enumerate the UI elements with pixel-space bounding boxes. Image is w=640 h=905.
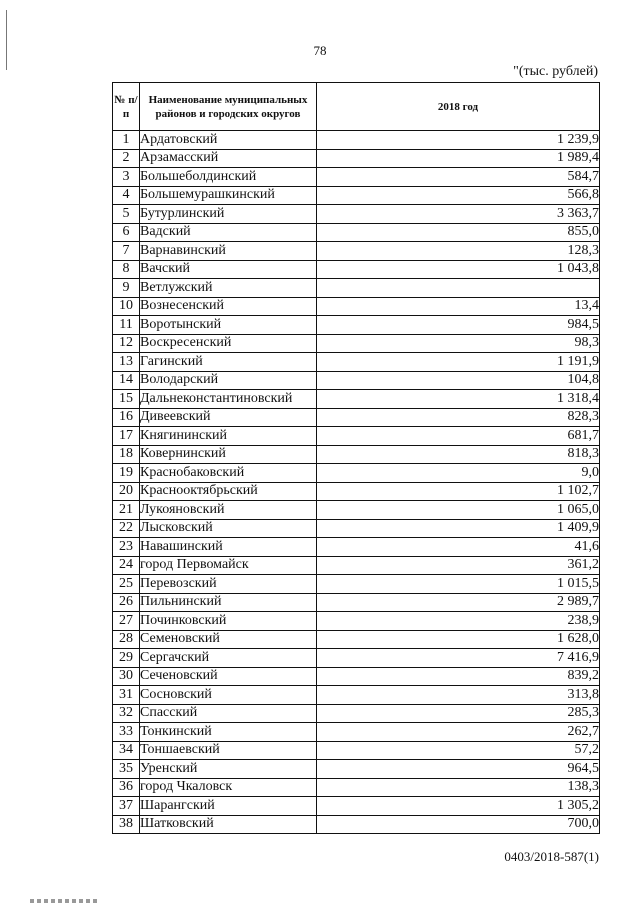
row-number: 24 [113, 556, 140, 575]
municipality-name: Ардатовский [140, 131, 317, 150]
table-row [113, 797, 600, 816]
row-number: 36 [113, 778, 140, 797]
row-number: 15 [113, 390, 140, 409]
municipality-name: Ковернинский [140, 445, 317, 464]
municipality-name: Большемурашкинский [140, 186, 317, 205]
municipality-name: Варнавинский [140, 242, 317, 261]
amount-2018: 2 989,7 [317, 593, 600, 612]
amount-2018: 681,7 [317, 427, 600, 446]
amount-2018: 13,4 [317, 297, 600, 316]
table-row [113, 297, 600, 316]
municipality-name: Краснобаковский [140, 464, 317, 483]
row-number: 1 [113, 131, 140, 150]
amount-2018: 1 065,0 [317, 501, 600, 520]
amount-2018: 828,3 [317, 408, 600, 427]
amount-2018: 1 043,8 [317, 260, 600, 279]
municipality-name: Лысковский [140, 519, 317, 538]
table-row [113, 575, 600, 594]
table-row [113, 149, 600, 168]
municipality-name: Шатковский [140, 815, 317, 834]
row-number: 27 [113, 612, 140, 631]
table-row [113, 168, 600, 187]
amount-2018: 1 318,4 [317, 390, 600, 409]
header-number: № п/п [113, 83, 140, 131]
table-row [113, 501, 600, 520]
row-number: 22 [113, 519, 140, 538]
amount-2018: 984,5 [317, 316, 600, 335]
table-row [113, 630, 600, 649]
amount-2018: 584,7 [317, 168, 600, 187]
amount-2018: 313,8 [317, 686, 600, 705]
municipality-name: Ветлужский [140, 279, 317, 298]
amount-2018: 818,3 [317, 445, 600, 464]
amount-2018: 3 363,7 [317, 205, 600, 224]
municipality-name: Краснооктябрьский [140, 482, 317, 501]
municipality-name: Дальнеконстантиновский [140, 390, 317, 409]
table-row [113, 778, 600, 797]
row-number: 13 [113, 353, 140, 372]
municipality-name: Шарангский [140, 797, 317, 816]
amount-2018: 138,3 [317, 778, 600, 797]
row-number: 4 [113, 186, 140, 205]
amount-2018: 566,8 [317, 186, 600, 205]
row-number: 35 [113, 760, 140, 779]
document-code: 0403/2018-587(1) [504, 849, 599, 864]
row-number: 33 [113, 723, 140, 742]
municipality-name: город Первомайск [140, 556, 317, 575]
amount-2018: 1 015,5 [317, 575, 600, 594]
scan-artifact [30, 899, 100, 903]
amount-2018: 700,0 [317, 815, 600, 834]
amount-2018: 128,3 [317, 242, 600, 261]
row-number: 6 [113, 223, 140, 242]
municipality-name: Вадский [140, 223, 317, 242]
page-number: 78 [313, 43, 327, 58]
row-number: 8 [113, 260, 140, 279]
row-number: 9 [113, 279, 140, 298]
row-number: 19 [113, 464, 140, 483]
row-number: 5 [113, 205, 140, 224]
municipality-name: Бутурлинский [140, 205, 317, 224]
table-row [113, 556, 600, 575]
budget-table [112, 82, 600, 834]
municipality-name: Вознесенский [140, 297, 317, 316]
row-number: 34 [113, 741, 140, 760]
table-row [113, 760, 600, 779]
municipality-name: Володарский [140, 371, 317, 390]
scan-margin-line [6, 10, 7, 70]
municipality-name: Навашинский [140, 538, 317, 557]
table-row [113, 519, 600, 538]
amount-2018: 1 239,9 [317, 131, 600, 150]
table-row [113, 704, 600, 723]
amount-2018: 839,2 [317, 667, 600, 686]
municipality-name: Сеченовский [140, 667, 317, 686]
table-row [113, 260, 600, 279]
municipality-name: Перевозский [140, 575, 317, 594]
municipality-name: Воскресенский [140, 334, 317, 353]
header-year: 2018 год [317, 83, 600, 131]
row-number: 32 [113, 704, 140, 723]
units-label: "(тыс. рублей) [513, 64, 598, 79]
table-row [113, 390, 600, 409]
row-number: 18 [113, 445, 140, 464]
amount-2018: 57,2 [317, 741, 600, 760]
municipality-name: Большеболдинский [140, 168, 317, 187]
municipality-name: Спасский [140, 704, 317, 723]
municipality-name: Лукояновский [140, 501, 317, 520]
municipality-name: Семеновский [140, 630, 317, 649]
row-number: 25 [113, 575, 140, 594]
amount-2018: 1 628,0 [317, 630, 600, 649]
amount-2018: 9,0 [317, 464, 600, 483]
amount-2018: 1 409,9 [317, 519, 600, 538]
table-row [113, 279, 600, 298]
table-row [113, 427, 600, 446]
municipality-name: Починковский [140, 612, 317, 631]
row-number: 21 [113, 501, 140, 520]
row-number: 38 [113, 815, 140, 834]
table-body [113, 131, 600, 834]
amount-2018: 285,3 [317, 704, 600, 723]
row-number: 26 [113, 593, 140, 612]
amount-2018 [317, 279, 600, 298]
table-row [113, 723, 600, 742]
row-number: 3 [113, 168, 140, 187]
amount-2018: 361,2 [317, 556, 600, 575]
table-row [113, 667, 600, 686]
table-row [113, 186, 600, 205]
table-row [113, 686, 600, 705]
amount-2018: 1 102,7 [317, 482, 600, 501]
table-header-row [113, 83, 600, 131]
amount-2018: 104,8 [317, 371, 600, 390]
municipality-name: Княгининский [140, 427, 317, 446]
row-number: 14 [113, 371, 140, 390]
amount-2018: 855,0 [317, 223, 600, 242]
municipality-name: Сосновский [140, 686, 317, 705]
table-row [113, 131, 600, 150]
amount-2018: 41,6 [317, 538, 600, 557]
table-row [113, 538, 600, 557]
amount-2018: 964,5 [317, 760, 600, 779]
table-row [113, 205, 600, 224]
municipality-name: Уренский [140, 760, 317, 779]
table-row [113, 464, 600, 483]
amount-2018: 98,3 [317, 334, 600, 353]
table-row [113, 353, 600, 372]
row-number: 2 [113, 149, 140, 168]
table-row [113, 815, 600, 834]
row-number: 30 [113, 667, 140, 686]
table-row [113, 242, 600, 261]
row-number: 17 [113, 427, 140, 446]
table-row [113, 316, 600, 335]
table-row [113, 482, 600, 501]
row-number: 31 [113, 686, 140, 705]
row-number: 16 [113, 408, 140, 427]
table-row [113, 334, 600, 353]
row-number: 23 [113, 538, 140, 557]
row-number: 7 [113, 242, 140, 261]
table-row [113, 445, 600, 464]
municipality-name: город Чкаловск [140, 778, 317, 797]
row-number: 20 [113, 482, 140, 501]
table-row [113, 408, 600, 427]
amount-2018: 262,7 [317, 723, 600, 742]
row-number: 10 [113, 297, 140, 316]
amount-2018: 7 416,9 [317, 649, 600, 668]
table-row [113, 649, 600, 668]
amount-2018: 1 191,9 [317, 353, 600, 372]
municipality-name: Гагинский [140, 353, 317, 372]
row-number: 29 [113, 649, 140, 668]
municipality-name: Арзамасский [140, 149, 317, 168]
table-row [113, 612, 600, 631]
table-row [113, 371, 600, 390]
header-name: Наименование муниципальных районов и городских округов [140, 83, 317, 131]
municipality-name: Пильнинский [140, 593, 317, 612]
municipality-name: Дивеевский [140, 408, 317, 427]
municipality-name: Воротынский [140, 316, 317, 335]
row-number: 11 [113, 316, 140, 335]
municipality-name: Сергачский [140, 649, 317, 668]
amount-2018: 1 305,2 [317, 797, 600, 816]
table-row [113, 223, 600, 242]
municipality-name: Вачский [140, 260, 317, 279]
amount-2018: 238,9 [317, 612, 600, 631]
municipality-name: Тонкинский [140, 723, 317, 742]
row-number: 28 [113, 630, 140, 649]
row-number: 37 [113, 797, 140, 816]
table-row [113, 741, 600, 760]
amount-2018: 1 989,4 [317, 149, 600, 168]
row-number: 12 [113, 334, 140, 353]
municipality-name: Тоншаевский [140, 741, 317, 760]
table-row [113, 593, 600, 612]
